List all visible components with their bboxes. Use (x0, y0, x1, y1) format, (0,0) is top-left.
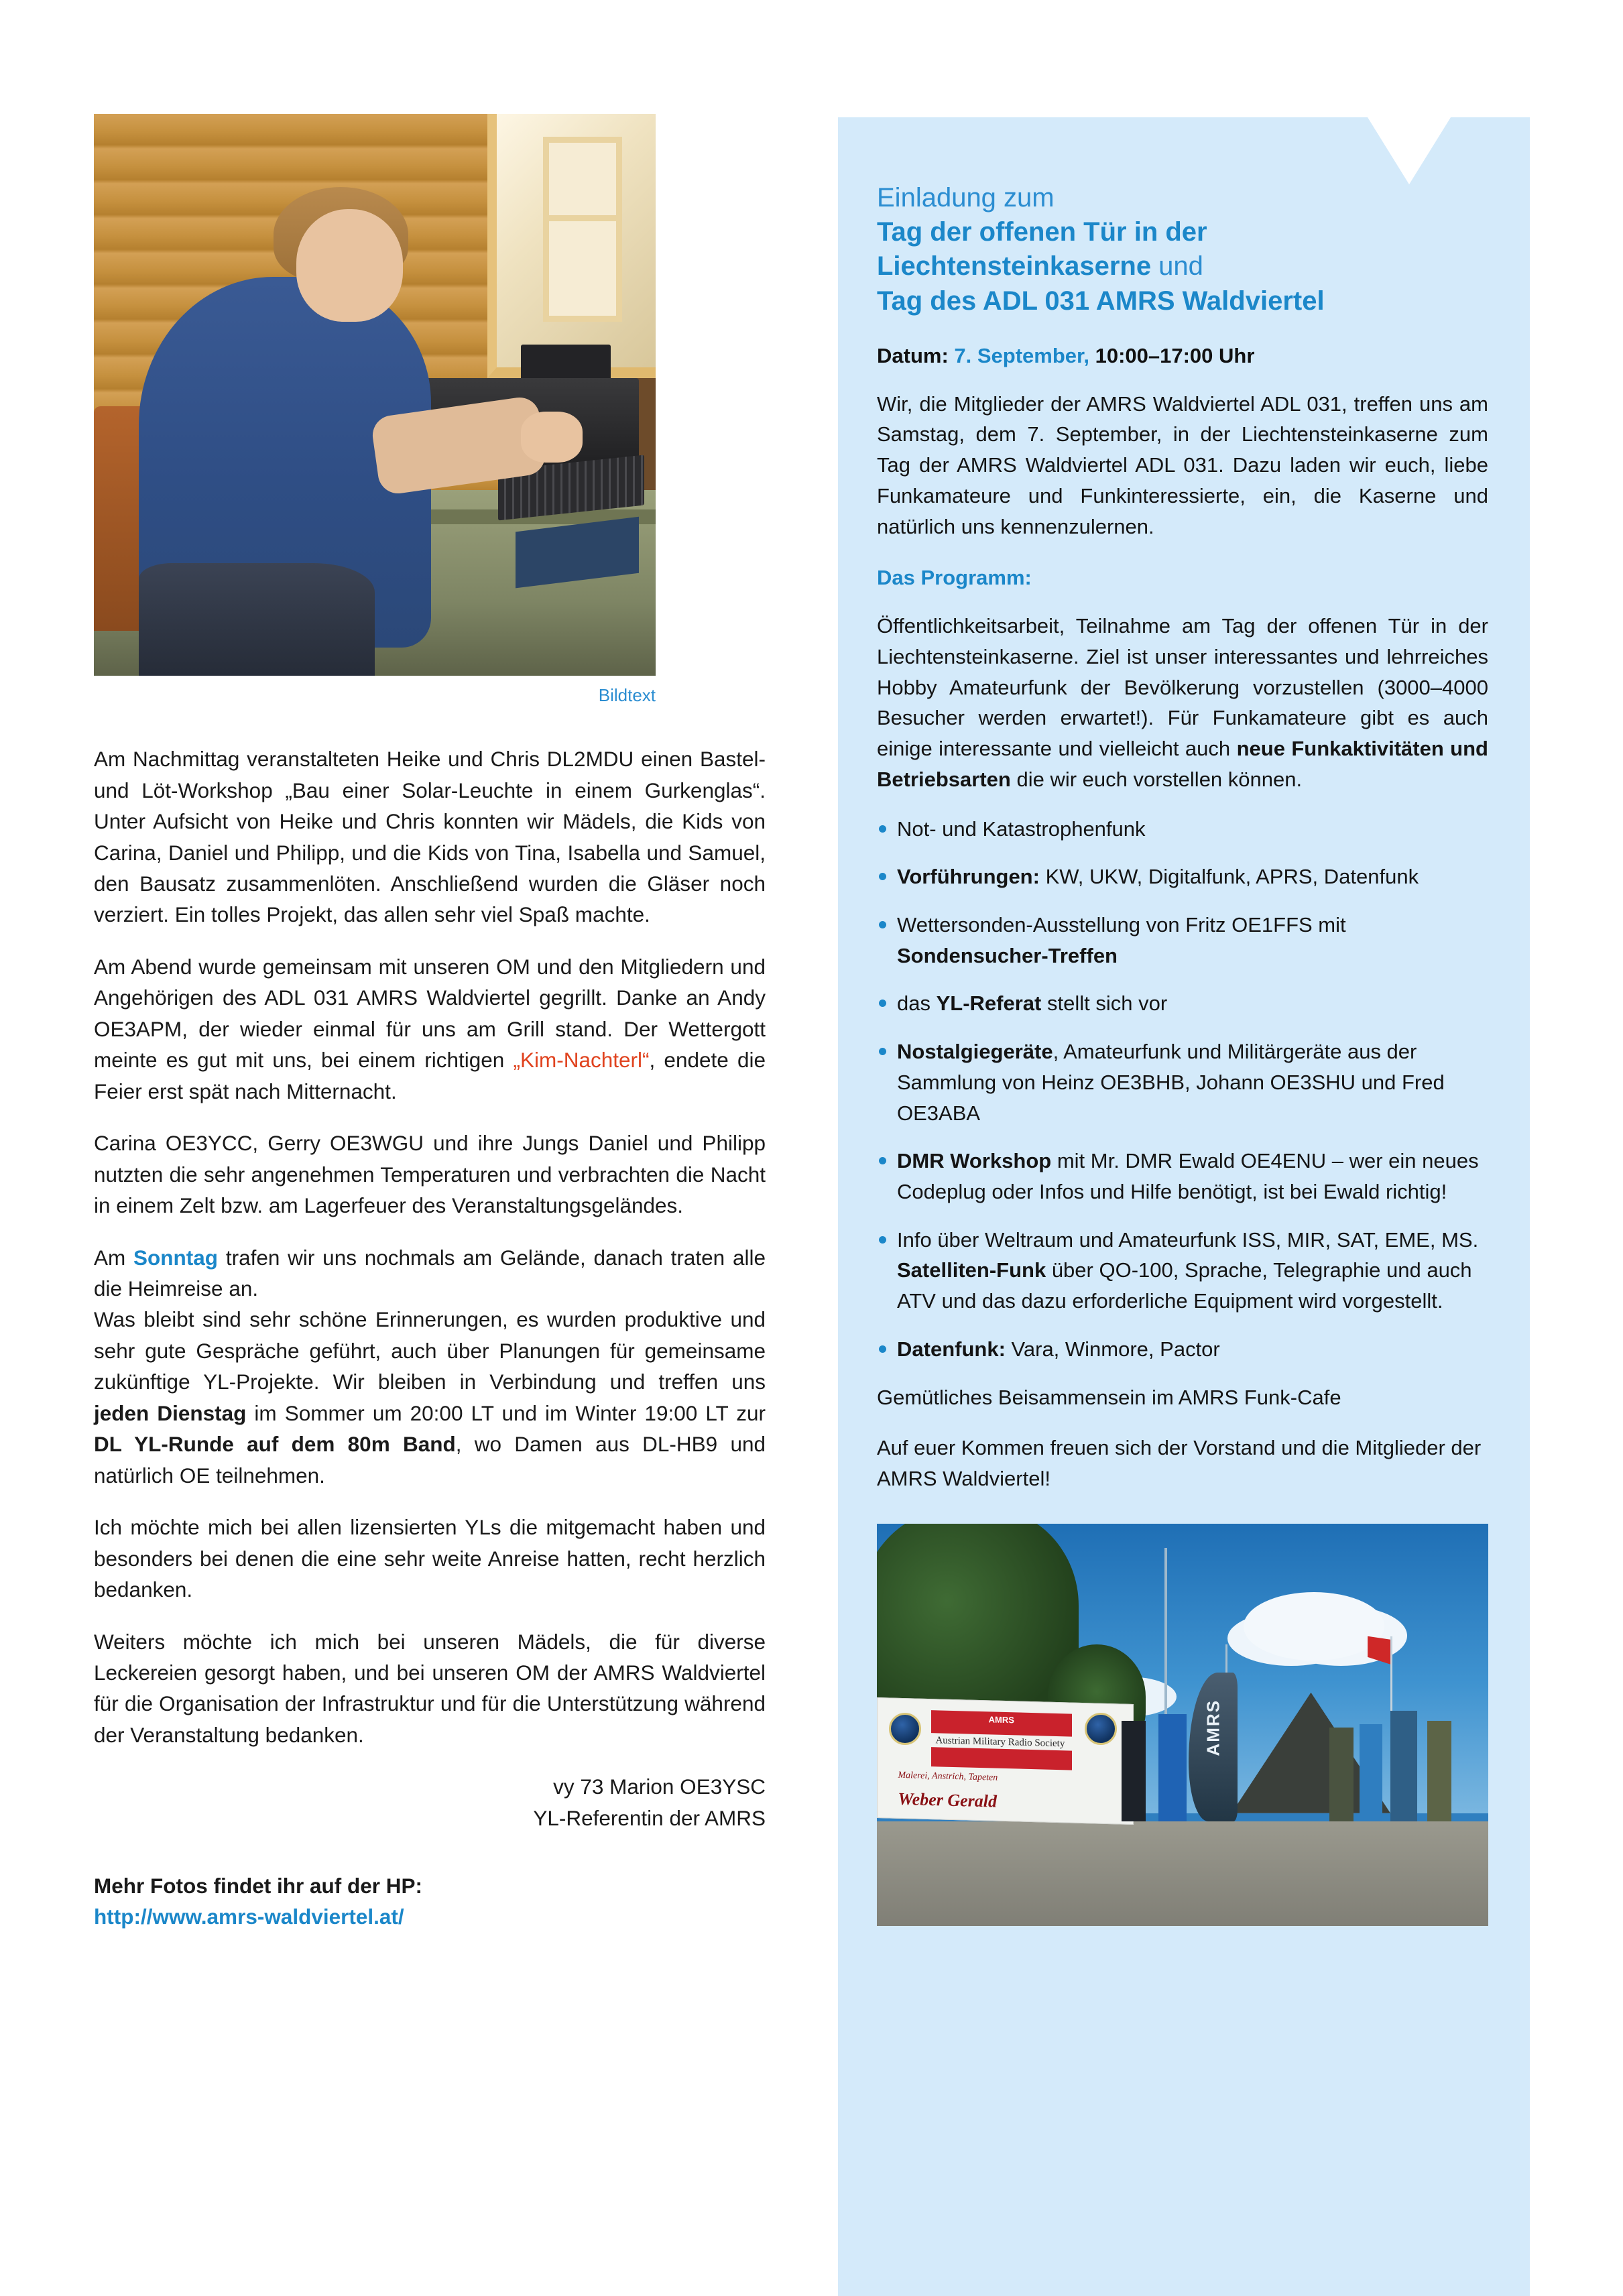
signature-author: vy 73 Marion OE3YSC (553, 1774, 766, 1799)
bullet-4-bold: Nostalgiegeräte (897, 1040, 1053, 1064)
homepage-url-link[interactable]: http://www.amrs-waldviertel.at/ (94, 1904, 404, 1929)
paragraph-memories (94, 1304, 766, 1491)
amrs-emblem-left (889, 1713, 921, 1745)
left-column (94, 114, 792, 1933)
paragraph-evening-text-a: Am Abend wurde gemeinsam mit unseren OM und den Mitgliedern und Angehörigen des ADL 031 AMRS Waldviertel gegrillt. Danke an Andy OE3APM, der wieder einmal für uns am Grill stand. Der Wettergott meinte es gut mit uns, bei einem richtigen (94, 954, 766, 1073)
banner-subtitle: Austrian Military Radio Society (935, 1735, 1065, 1750)
paragraph-workshop-text: Am Nachmittag veranstalteten Heike und Chris DL2MDU einen Bastel- und Löt-Workshop „Bau einer Solar-Leuchte in einem Gurkenglas“. Unter Aufsicht von Heike und Chris konnten wir Mädels, die Kids von Carina, Daniel und Philipp, und die Kids von Tina, Isabella und Samuel, den Bausatz zusammenlöten. Anschließend wurden die Gläser noch verziert. Ein tolles Projekt, das allen sehr viel Spaß machte. (94, 747, 766, 927)
person-hand (521, 412, 583, 462)
event-date-line (877, 341, 1488, 371)
beachflag-label: AMRS (1203, 1699, 1223, 1756)
bullet-5-bold: DMR Workshop (897, 1149, 1052, 1173)
bullet-3-bold-mid: YL-Referat (936, 991, 1042, 1016)
homepage-link-block (94, 1871, 766, 1932)
bullet-5-text: mit Mr. DMR Ewald OE4ENU – wer ein neues Codeplug oder Infos und Hilfe benötigt, ist bei Ewald richtig! (897, 1149, 1479, 1203)
list-item (877, 988, 1488, 1019)
person-visitor (1360, 1724, 1382, 1821)
bullet-1-bold: Vorführungen: (897, 865, 1040, 889)
program-intro-bold: neue Funkaktivitäten und Betriebsarten (877, 737, 1488, 791)
list-item (877, 1225, 1488, 1317)
headline-line-1: Tag der offenen Tür in der (877, 217, 1207, 247)
person-head (296, 209, 403, 322)
paragraph-thanks-team (94, 1626, 766, 1751)
banner-trade-text: Malerei, Anstrich, Tapeten (898, 1770, 998, 1783)
headline-line-3: Tag des ADL 031 AMRS Waldviertel (877, 286, 1325, 316)
list-item (877, 1334, 1488, 1365)
person-visitor (1158, 1714, 1187, 1821)
bullet-7-bold: Datenfunk: (897, 1337, 1006, 1361)
person-visitor (1329, 1728, 1354, 1821)
time-value: 10:00–17:00 Uhr (1089, 343, 1255, 367)
bullet-7-text: Vara, Winmore, Pactor (1005, 1337, 1220, 1361)
closing-welcome (877, 1433, 1488, 1494)
invitation-intro-text: Wir, die Mitglieder der AMRS Waldviertel ADL 031, treffen uns am Samstag, dem 7. September, in der Liechtensteinkaserne zum Tag der AMRS Waldviertel ADL 031. Dazu laden wir euch, liebe Funkamateure und Funkinteressierte, ein, die Kaserne und natürlich uns kennenzulernen. (877, 391, 1488, 538)
photo-caption: Bildtext (598, 685, 656, 705)
bullet-2-bold-tail: Sondensucher-Treffen (897, 943, 1118, 967)
bullet-1-text: KW, UKW, Digitalfunk, APRS, Datenfunk (1039, 865, 1419, 889)
paragraph-evening-text-b: , endete die Feier erst spät nach Mitternacht. (94, 1048, 766, 1103)
bullet-6-text-tail: über QO-100, Sprache, Telegraphie und auch ATV und das dazu erforderliche Equipment wird vorgestellt. (897, 1258, 1472, 1313)
headline-line-2 (877, 249, 1488, 284)
paragraph-memories-text-b: im Sommer um 20:00 LT und im Winter 19:00 LT zur (246, 1400, 766, 1425)
date-value: 7. September, (954, 343, 1089, 367)
banner-org-name: AMRS (988, 1713, 1014, 1725)
bullet-2-text: Wettersonden-Ausstellung von Fritz OE1FFS mit (897, 912, 1346, 936)
bold-jeden-dienstag: jeden Dienstag (94, 1400, 247, 1425)
invitation-intro (877, 389, 1488, 542)
paragraph-thanks-yls (94, 1512, 766, 1605)
person-visitor (1122, 1721, 1146, 1821)
bullet-6-text: Info über Weltraum und Amateurfunk ISS, MIR, SAT, EME, MS. (897, 1227, 1479, 1252)
list-item (877, 910, 1488, 971)
highlight-kim-nachterl: „Kim-Nachterl“ (513, 1048, 650, 1073)
program-intro-text-c: die wir euch vorstellen können. (1010, 767, 1303, 791)
person-jeans (139, 563, 375, 676)
invitation-headline (877, 215, 1488, 318)
signature-role: YL-Referentin der AMRS (533, 1805, 766, 1830)
photo-woman-at-radio-desk (94, 114, 656, 676)
banner-red-stripe-bottom (931, 1747, 1072, 1770)
paragraph-memories-text-a: Was bleibt sind sehr schöne Erinnerungen, es wurden produktive und sehr gute Gespräche geführt, auch über Planungen für gemeinsame zukünftige YL-Projekte. Wir bleiben in Verbindung und treffen uns (94, 1307, 766, 1394)
article-signature (94, 1771, 766, 1833)
bullet-4-text: , Amateurfunk und Militärgeräte aus der Sammlung von Heinz OE3BHB, Johann OE3SHU und Fred OE3ABA (897, 1040, 1445, 1125)
paragraph-workshop (94, 743, 766, 930)
list-item (877, 814, 1488, 845)
window-mullion (543, 215, 621, 221)
closing-welcome-text: Auf euer Kommen freuen sich der Vorstand und die Mitglieder der AMRS Waldviertel! (877, 1436, 1482, 1491)
person-visitor (1390, 1711, 1417, 1821)
amrs-emblem-right (1085, 1713, 1117, 1745)
paragraph-thanks-yls-text: Ich möchte mich bei allen lizensierten YLs die mitgemacht haben und besonders bei denen die eine sehr weite Anreise hatten, recht herzlich bedanken. (94, 1515, 766, 1602)
paragraph-sunday-text-a: Am (94, 1245, 134, 1270)
headline-line-2-bold: Liechtensteinkaserne (877, 251, 1152, 282)
panel-notch-decoration (1368, 117, 1451, 184)
program-intro-text-a: Öffentlichkeitsarbeit, Teilnahme am Tag der offenen Tür in der Liechtensteinkaserne. Ziel ist unser interessantes und lehrreiches Hobby Amateurfunk der Bevölkerung vorzustellen (3000–4000 Besucher werden erwartet!). Für Funkamateure gibt es auch einige interessante und vielleicht auch (877, 614, 1488, 761)
date-label: Datum: (877, 343, 955, 367)
closing-funk-cafe-text: Gemütliches Beisammensein im AMRS Funk-Cafe (877, 1385, 1341, 1409)
window-frame (543, 137, 621, 322)
highlight-sonntag: Sonntag (133, 1245, 219, 1270)
bullet-0-text: Not- und Katastrophenfunk (897, 817, 1146, 841)
closing-funk-cafe (877, 1382, 1488, 1413)
program-intro (877, 611, 1488, 794)
paragraph-sunday-text-b: trafen wir uns nochmals am Gelände, danach traten alle die Heimreise an. (94, 1245, 766, 1301)
invitation-content (877, 181, 1488, 1926)
paragraph-camping (94, 1128, 766, 1221)
list-item (877, 861, 1488, 892)
list-item (877, 1146, 1488, 1207)
paragraph-evening (94, 951, 766, 1107)
bold-dl-yl-runde: DL YL-Runde auf dem 80m Band (94, 1432, 456, 1457)
left-article-body (94, 743, 766, 1750)
ground-asphalt (877, 1821, 1488, 1926)
invitation-panel (838, 117, 1530, 2296)
paragraph-thanks-team-text: Weiters möchte ich mich bei unseren Mädels, die für diverse Leckereien gesorgt haben, und bei unseren OM der AMRS Waldviertel für die Organisation der Infrastruktur und für die Unterstützung während der Veranstaltung bedanken. (94, 1629, 766, 1747)
invitation-kicker: Einladung zum (877, 183, 1055, 213)
paragraph-camping-text: Carina OE3YCC, Gerry OE3WGU und ihre Jungs Daniel und Philipp nutzten die sehr angenehmen Temperaturen und verbrachten die Nacht in einem Zelt bzw. am Lagerfeuer des Veranstaltungsgeländes. (94, 1131, 766, 1218)
person-visitor (1427, 1721, 1451, 1821)
list-item (877, 1036, 1488, 1128)
homepage-label: Mehr Fotos findet ihr auf der HP: (94, 1874, 423, 1898)
program-heading: Das Programm: (877, 566, 1032, 590)
cloud-large (1244, 1592, 1384, 1660)
program-bullet-list (877, 814, 1488, 1365)
bullet-3-text-tail: stellt sich vor (1041, 991, 1168, 1016)
paragraph-sunday (94, 1242, 766, 1305)
bullet-6-bold-mid: Satelliten-Funk (897, 1258, 1046, 1282)
banner-sponsor-name: Weber Gerald (898, 1789, 998, 1811)
antenna-mast (1164, 1548, 1167, 1725)
headline-line-2-reg: und (1151, 251, 1203, 282)
photo-open-day-event (877, 1524, 1488, 1926)
paragraph-memories-text-c: , wo Damen aus DL-HB9 und natürlich OE teilnehmen. (94, 1432, 766, 1488)
bullet-3-text: das (897, 991, 937, 1016)
